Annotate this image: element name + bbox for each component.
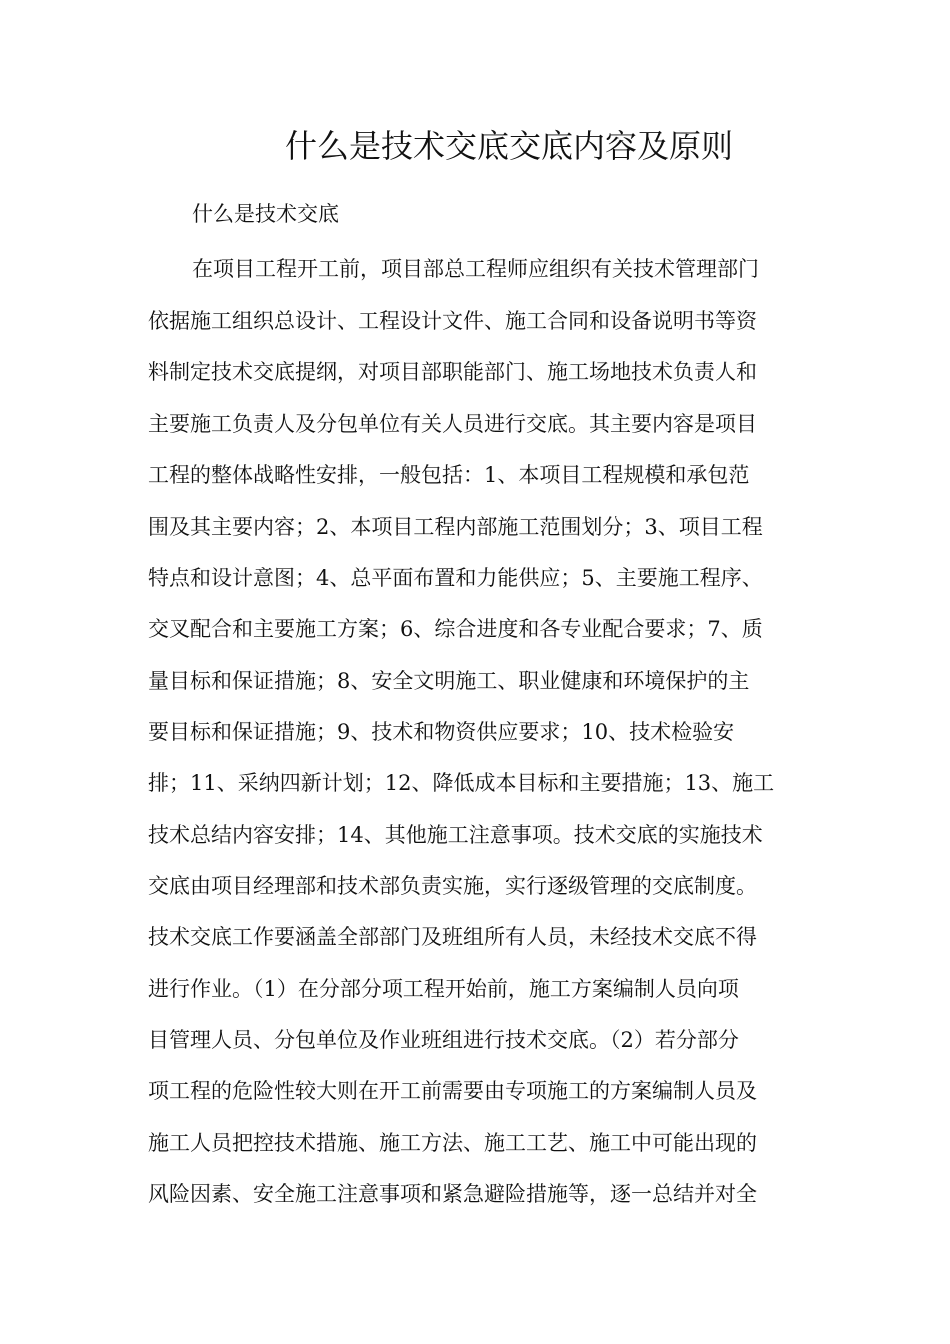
paragraph-line: 排；11、采纳四新计划；12、降低成本目标和主要措施；13、施工 [148,771,775,795]
paragraph-line: 技术总结内容安排；14、其他施工注意事项。技术交底的实施技术 [148,823,763,847]
paragraph-line: 围及其主要内容；2、本项目工程内部施工范围划分；3、项目工程 [148,515,763,539]
paragraph-line: 施工人员把控技术措施、施工方法、施工工艺、施工中可能出现的 [148,1131,757,1155]
paragraph-line: 项工程的危险性较大则在开工前需要由专项施工的方案编制人员及 [148,1079,757,1103]
paragraph-line: 在项目工程开工前，项目部总工程师应组织有关技术管理部门 [192,257,759,281]
paragraph-line: 主要施工负责人及分包单位有关人员进行交底。其主要内容是项目 [148,412,757,436]
paragraph-line: 工程的整体战略性安排，一般包括：1、本项目工程规模和承包范 [148,463,750,487]
paragraph-line: 交底由项目经理部和技术部负责实施，实行逐级管理的交底制度。 [148,874,757,898]
paragraph-line: 特点和设计意图；4、总平面布置和力能供应；5、主要施工程序、 [148,566,763,590]
paragraph-line: 依据施工组织总设计、工程设计文件、施工合同和设备说明书等资 [148,309,757,333]
section-heading: 什么是技术交底 [192,202,339,226]
paragraph-line: 要目标和保证措施；9、技术和物资供应要求；10、技术检验安 [148,720,735,744]
paragraph-line: 技术交底工作要涵盖全部部门及班组所有人员，未经技术交底不得 [148,925,757,949]
document-title: 什么是技术交底交底内容及原则 [284,127,733,165]
paragraph-line: 风险因素、安全施工注意事项和紧急避险措施等，逐一总结并对全 [148,1182,757,1206]
paragraph-line: 目管理人员、分包单位及作业班组进行技术交底。（2）若分部分 [148,1028,739,1052]
paragraph-line: 料制定技术交底提纲，对项目部职能部门、施工场地技术负责人和 [148,360,757,384]
paragraph-line: 交叉配合和主要施工方案；6、综合进度和各专业配合要求；7、质 [148,617,763,641]
paragraph-line: 量目标和保证措施；8、安全文明施工、职业健康和环境保护的主 [148,669,750,693]
paragraph-line: 进行作业。（1）在分部分项工程开始前，施工方案编制人员向项 [148,977,739,1001]
